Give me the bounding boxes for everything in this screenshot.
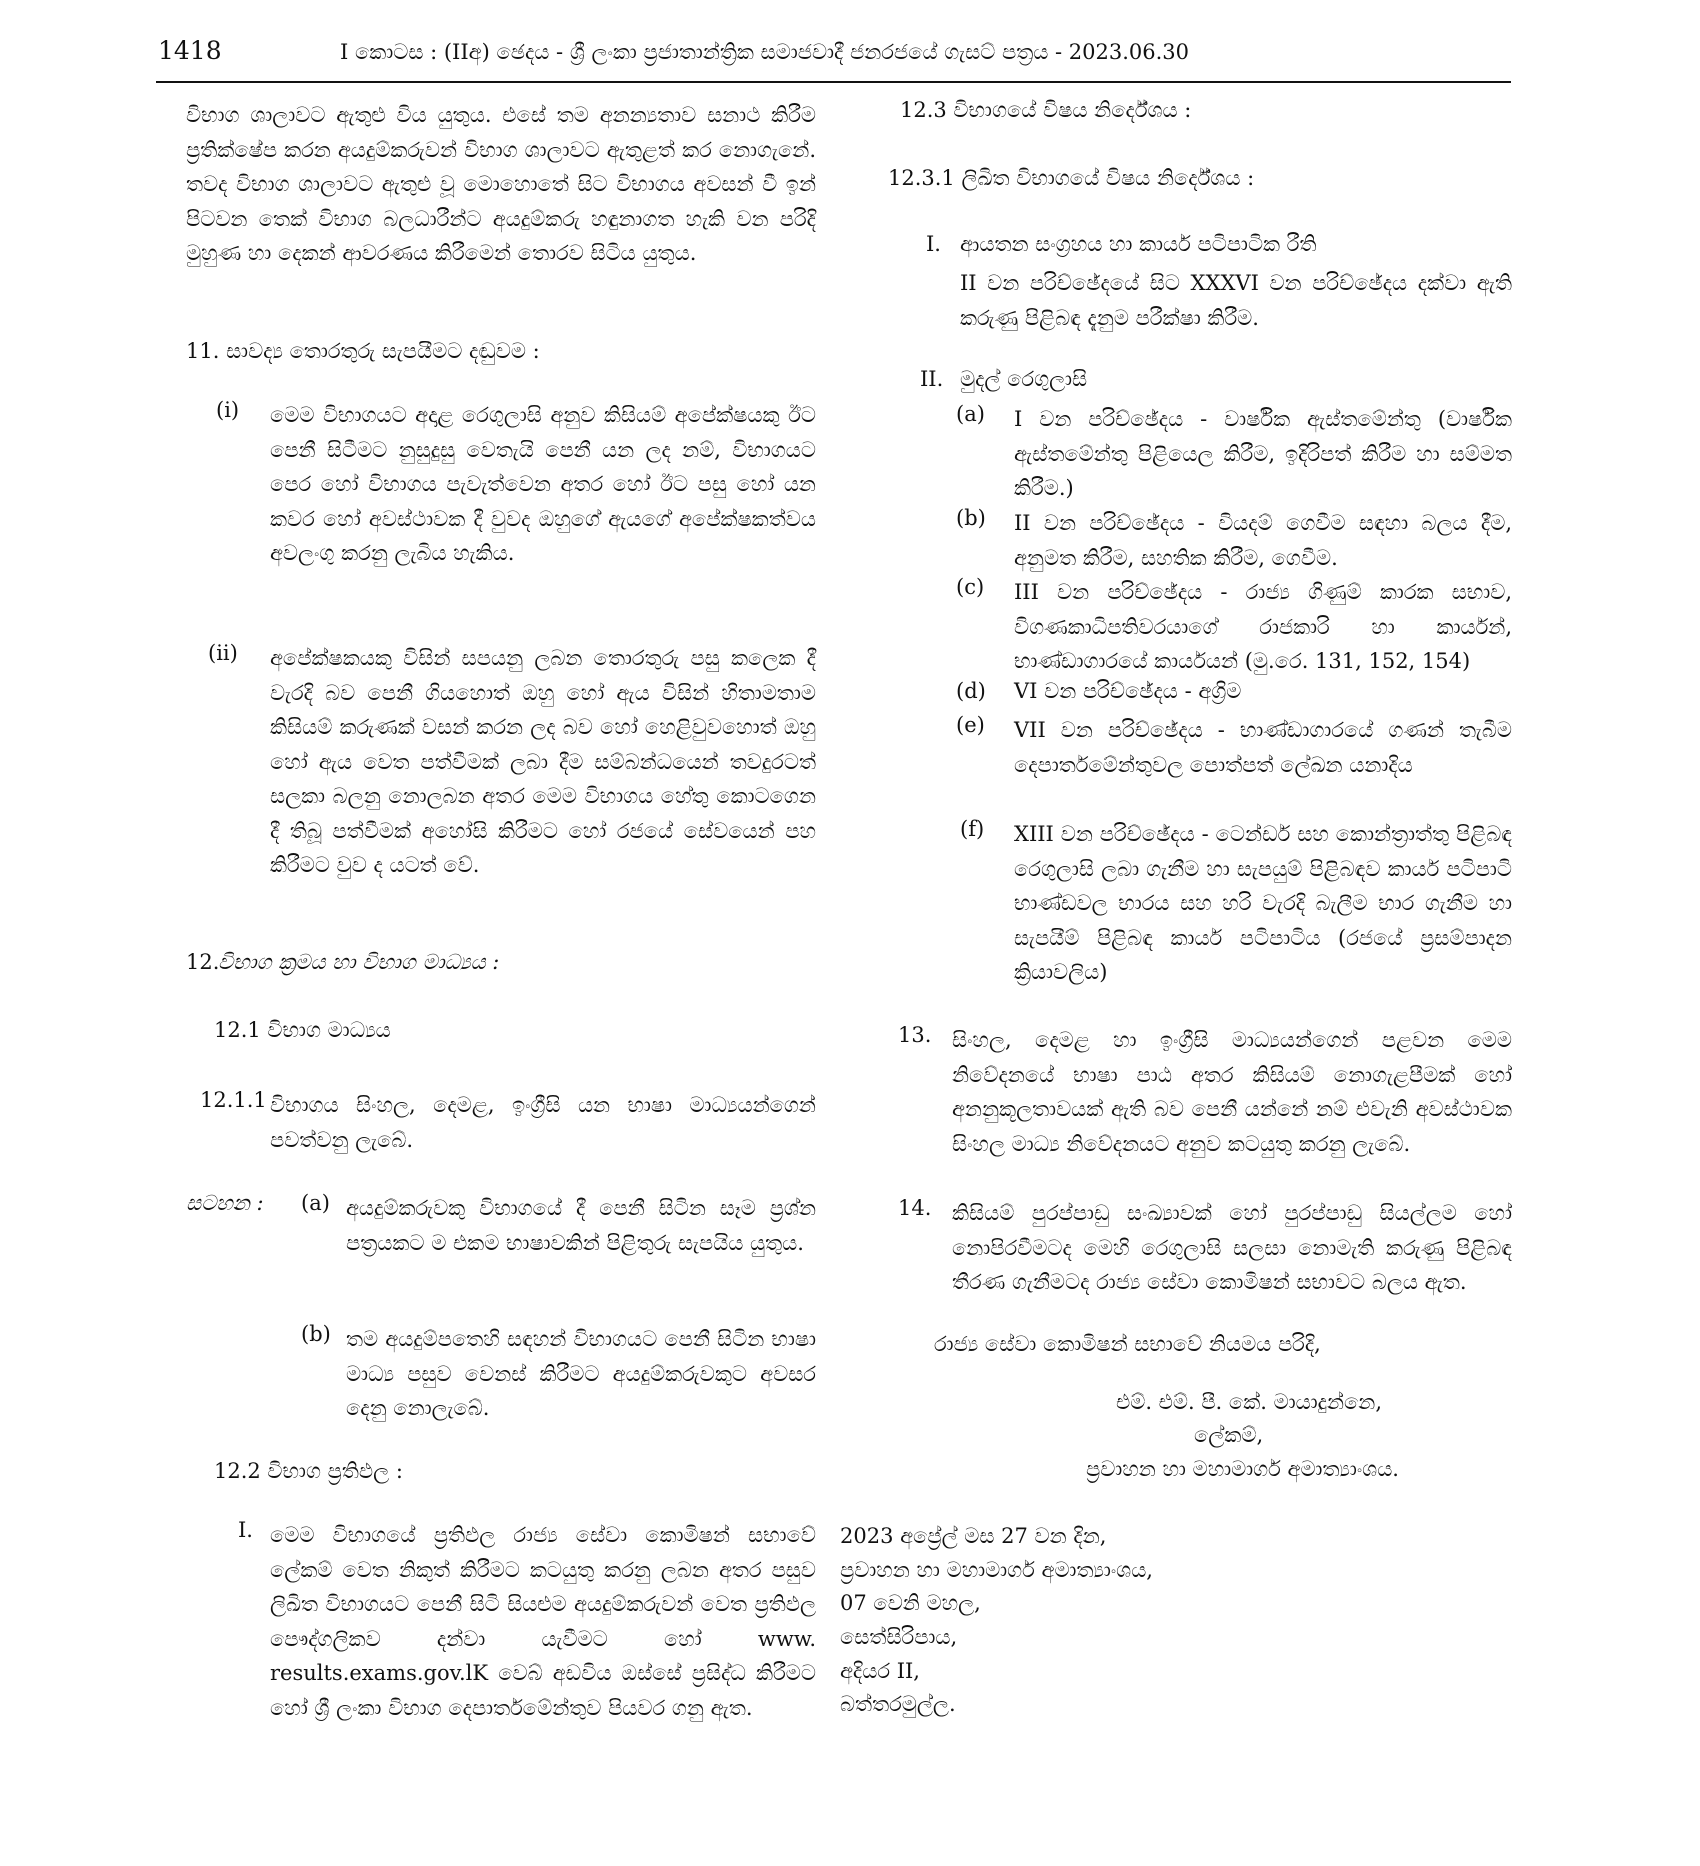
syllabus-II-title: මුදල් රෙගුලාසි	[960, 367, 1088, 391]
syllabus-II-label: II.	[920, 367, 944, 391]
section-13-text: සිංහල, දෙමළ හා ඉංග්‍රීසි මාධ්‍යයන්ගෙන් පළවන මෙම නිවේදනයේ භාෂා පාඨ අතර කිසියම් නොගැළපීමක් හෝ අනනුකූලතාවයක් ඇති බව පෙනී යන්නේ නම් එවැනි අවස්ථාවක සිංහල මාධ්‍ය නිවේදනයට අනුව කටයුතු කරනු ලැබේ.	[952, 1028, 1512, 1156]
header-rule	[156, 81, 1511, 83]
syllabus-I-label: I.	[926, 232, 941, 256]
section-14-number: 14.	[898, 1196, 932, 1220]
item-a-text: I වන පරිච්ඡේදය - වාර්ෂික ඇස්තමේන්තු (වාර්ෂික ඇස්තමේන්තු පිළියෙල කිරීම, ඉදිරිපත් කිරීම හා සම්මත කිරීම.)	[1014, 407, 1512, 500]
running-title: I කොටස : (IIඅ) ඡෙදය - ශ්‍රී ලංකා ප්‍රජාතාන්ත්‍රික සමාජවාදී ජනරජයේ ගැසට් පත්‍රය - 2023.06.30	[340, 40, 1190, 64]
section-12-2: 12.2 විභාග ප්‍රතිඵල :	[214, 1459, 403, 1483]
section-12-1: 12.1 විභාග මාධ්‍යය	[214, 1018, 391, 1042]
s12-2-I-text: මෙම විභාගයේ ප්‍රතිඵල රාජ්‍ය සේවා කොමිෂන් සභාවේ ලේකම් වෙත නිකුත් කිරීමට කටයුතු කරනු ලබන අතර පසුව ලිඛිත විභාගයට පෙනී සිටි සියළුම අයදුම්කරුවන් වෙත ප්‍රතිඵල පෞද්ගලිකව දන්වා යැවීමට හෝ www. results.exams.gov.lK වෙබ් අඩවිය ඔස්සේ ප්‍රසිද්ධ කිරීමට හෝ ශ්‍රී ලංකා විභාග දෙපාර්තමේන්තුව පියවර ගනු ඇත.	[270, 1523, 816, 1720]
page-header	[0, 0, 1700, 90]
note-a-label: (a)	[301, 1191, 330, 1215]
item-b-text: II වන පරිච්ඡේදය - වියදම් ගෙවීම සඳහා බලය දීම, අනුමත කිරීම, සහතික කිරීම, ගෙවීම.	[1014, 511, 1512, 570]
address-line-2: 07 වෙනි මහල,	[840, 1591, 981, 1615]
item-c-label: (c)	[956, 575, 985, 599]
item-d-label: (d)	[956, 679, 986, 703]
syllabus-I-text: II වන පරිච්ඡේදයේ සිට XXXVI වන පරිච්ඡේදය දක්වා ඇති කරුණු පිළිබඳ දැනුම පරීක්ෂා කිරීම.	[960, 271, 1512, 330]
s11-i-text: මෙම විභාගයට අදාළ රෙගුලාසි අනුව කිසියම් අපේක්ෂයකු ඊට පෙනී සිටීමට නුසුදුසු වෙතැයි පෙනී යන ලද නම්, විභාගයට පෙර හෝ විභාගය පැවැත්වෙන අතර හෝ ඊට පසු හෝ යන කවර හෝ අවස්ථාවක දී වුවද ඔහුගේ ඇයගේ අපේක්ෂකත්වය අවලංගු කරනු ලැබිය හැකිය.	[270, 403, 816, 565]
s11-ii-text: අපේක්ෂකයකු විසින් සපයනු ලබන තොරතුරු පසු කලෙක දී වැරදි බව පෙනී ගියහොත් ඔහු හෝ ඇය විසින් හිතාමතාම කිසියම් කරුණක් වසන් කරන ලද බව හෝ හෙළිවුවහොත් ඔහු හෝ ඇය වෙත පත්වීමක් ලබා දීම සම්බන්ධයෙන් තවදුරටත් සලකා බලනු නොලබන අතර මෙම විභාගය හේතු කොටගෙන දී තිබූ පත්වීමක් අහෝසි කිරීමට හෝ රජයේ සේවයෙන් පහ කිරීමට වුව ද යටත් වේ.	[270, 646, 816, 877]
address-line-4: අදියර II,	[840, 1659, 920, 1683]
section-14-text: කිසියම් පුරප්පාඩු සංඛ්‍යාවක් හෝ පුරප්පාඩු සියල්ලම හෝ නොපිරවීමටද මෙහි රෙගුලාසි සලසා නොමැති කරුණු පිළිබඳ තීරණ ගැනීමටද රාජ්‍ය සේවා කොමිෂන් සභාවට බලය ඇත.	[952, 1201, 1512, 1294]
syllabus-I-line1: ආයතන සංග්‍රහය හා කාර්ය පටිපාටික රීති	[960, 232, 1317, 256]
note-label: සටහන :	[186, 1191, 264, 1215]
item-a-label: (a)	[956, 402, 985, 426]
address-line-5: බත්තරමුල්ල.	[840, 1692, 956, 1716]
address-line-1: ප්‍රවාහන හා මහාමාර්ග අමාත්‍යාංශය,	[840, 1558, 1153, 1582]
section-12-heading: විභාග ක්‍රමය හා විභාග මාධ්‍යය :	[218, 950, 500, 974]
note-b-text: තම අයදුම්පතෙහි සඳහන් විභාගයට පෙනී සිටින භාෂා මාධ්‍ය පසුව වෙනස් කිරීමට අයදුම්කරුවකුට අවසර දෙනු නොලැබේ.	[346, 1327, 816, 1420]
section-13-number: 13.	[898, 1023, 932, 1047]
address-line-3: සෙත්සිරිපාය,	[840, 1625, 958, 1649]
item-e-text: VII වන පරිච්ඡේදය - භාණ්ඩාගාරයේ ගණන් තැබීම දෙපාර්තමේන්තුවල පොත්පත් ලේඛන යනාදිය	[1014, 718, 1512, 777]
item-b-label: (b)	[956, 506, 986, 530]
s12-1-1-number: 12.1.1	[200, 1088, 267, 1112]
note-b-label: (b)	[301, 1322, 331, 1346]
section-11-heading: 11. සාවද්‍ය තොරතුරු සැපයීමට දඬුවම :	[186, 339, 540, 363]
note-a-text: අයදුම්කරුවකු විභාගයේ දී පෙනී සිටින සෑම ප්‍රශ්න පත්‍රයකට ම එකම භාෂාවකින් පිළිතුරු සැපයිය යුතුය.	[346, 1196, 816, 1255]
section-12-3: 12.3 විභාගයේ විෂය නිර්දේශය :	[900, 98, 1192, 122]
item-c-text: III වන පරිච්ඡේදය - රාජ්‍ය ගිණුම් කාරක සභාව, විගණකාධිපතිවරයාගේ රාජකාරි හා කාර්යන්, භාණ්ඩාගාරයේ කාර්යයන් (මු.රෙ. 131, 152, 154)	[1014, 580, 1512, 673]
signatory-ministry: ප්‍රවාහන හා මහාමාර්ග අමාත්‍යාංශය.	[1086, 1457, 1399, 1481]
s12-1-1-text: විභාගය සිංහල, දෙමළ, ඉංග්‍රීසි යන භාෂා මාධ්‍යයන්ගෙන් පවත්වනු ලැබේ.	[270, 1093, 816, 1152]
s12-2-I-label: I.	[238, 1518, 253, 1542]
signatory-name: එම්. එම්. පී. කේ. මායාදුන්නෙ,	[1116, 1390, 1383, 1414]
section-12-number: 12.	[186, 950, 220, 974]
page-number: 1418	[158, 36, 222, 65]
item-e-label: (e)	[956, 713, 985, 737]
s11-ii-label: (ii)	[208, 641, 238, 665]
item-d-text: VI වන පරිච්ඡේදය - අග්‍රිම	[1014, 679, 1242, 703]
signatory-title: ලේකම්,	[1194, 1423, 1264, 1447]
item-f-label: (f)	[960, 817, 985, 841]
order-line: රාජ්‍ය සේවා කොමිෂන් සභාවේ නියමය පරිදි,	[934, 1332, 1321, 1356]
section-12-3-1: 12.3.1 ලිඛිත විභාගයේ විෂය නිර්දේශය :	[888, 166, 1255, 190]
address-date: 2023 අප්‍රේල් මස 27 වන දින,	[840, 1524, 1107, 1548]
intro-paragraph: විභාග ශාලාවට ඇතුළු විය යුතුය. එසේ තම අනන්‍යතාව සනාථ කිරීම ප්‍රතික්ෂේප කරන අයදුම්කරුවන් විභාග ශාලාවට ඇතුළත් කර නොගැනේ. තවද විභාග ශාලාවට ඇතුළු වූ මොහොතේ සිට විභාගය අවසන් වී ඉන් පිටවන තෙක් විභාග බලධාරීන්ට අයදුම්කරු හඳුනාගත හැකි වන පරිදි මුහුණ හා දෙකන් ආවරණය කිරීමෙන් තොරව සිටිය යුතුය.	[186, 103, 816, 265]
item-f-text: XIII වන පරිච්ඡේදය - ටෙන්ඩර් සහ කොන්ත්‍රාත්තු පිළිබඳ රෙගුලාසි ලබා ගැනීම හා සැපයුම් පිළිබඳව කාර්ය පටිපාටි භාණ්ඩවල භාරය සහ හරි වැරදි බැලීම භාර ගැනීම හා සැපයීම් පිළිබඳ කාර්ය පටිපාටිය (රජයේ ප්‍රසම්පාදන ක්‍රියාවලිය)	[1014, 822, 1512, 984]
s11-i-label: (i)	[216, 398, 240, 422]
